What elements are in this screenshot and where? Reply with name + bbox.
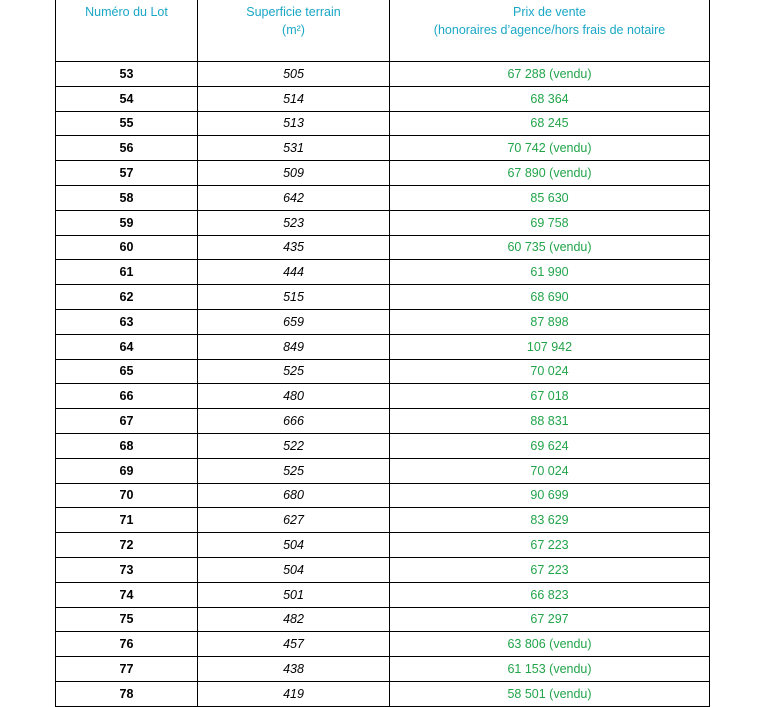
lot-number-cell: 66 <box>56 384 198 409</box>
surface-cell: 444 <box>198 260 390 285</box>
lot-number-cell: 71 <box>56 508 198 533</box>
lot-number-cell: 73 <box>56 557 198 582</box>
price-cell: 67 297 <box>390 607 710 632</box>
table-row <box>56 458 710 483</box>
header-lot-number: Numéro du Lot <box>56 0 198 62</box>
header-surface: Superficie terrain (m²) <box>198 0 390 62</box>
table-row <box>56 136 710 161</box>
price-cell: 70 742 (vendu) <box>390 136 710 161</box>
price-cell: 70 024 <box>390 359 710 384</box>
lot-number-cell: 78 <box>56 681 198 706</box>
surface-cell: 513 <box>198 111 390 136</box>
lot-number-cell: 69 <box>56 458 198 483</box>
table-row <box>56 433 710 458</box>
lot-number-cell: 72 <box>56 533 198 558</box>
surface-cell: 525 <box>198 359 390 384</box>
surface-cell: 505 <box>198 62 390 87</box>
lot-number-cell: 76 <box>56 632 198 657</box>
lot-number-cell: 75 <box>56 607 198 632</box>
table-row <box>56 359 710 384</box>
lot-number-cell: 77 <box>56 657 198 682</box>
surface-cell: 438 <box>198 657 390 682</box>
price-cell: 107 942 <box>390 334 710 359</box>
surface-cell: 504 <box>198 557 390 582</box>
surface-cell: 504 <box>198 533 390 558</box>
lot-number-cell: 65 <box>56 359 198 384</box>
price-cell: 90 699 <box>390 483 710 508</box>
price-cell: 68 364 <box>390 86 710 111</box>
lot-number-cell: 54 <box>56 86 198 111</box>
surface-cell: 666 <box>198 409 390 434</box>
price-cell: 68 245 <box>390 111 710 136</box>
surface-cell: 514 <box>198 86 390 111</box>
price-cell: 70 024 <box>390 458 710 483</box>
surface-cell: 419 <box>198 681 390 706</box>
header-price: Prix de vente (honoraires d’agence/hors frais de notaire <box>390 0 710 62</box>
surface-cell: 523 <box>198 210 390 235</box>
price-cell: 68 690 <box>390 285 710 310</box>
surface-cell: 480 <box>198 384 390 409</box>
price-cell: 63 806 (vendu) <box>390 632 710 657</box>
price-cell: 58 501 (vendu) <box>390 681 710 706</box>
table-row <box>56 508 710 533</box>
table-header-row <box>56 0 710 62</box>
surface-cell: 627 <box>198 508 390 533</box>
price-cell: 60 735 (vendu) <box>390 235 710 260</box>
table-body <box>56 62 710 707</box>
price-cell: 66 823 <box>390 582 710 607</box>
lot-number-cell: 60 <box>56 235 198 260</box>
lot-number-cell: 68 <box>56 433 198 458</box>
table-row <box>56 607 710 632</box>
table-row <box>56 86 710 111</box>
lot-number-cell: 67 <box>56 409 198 434</box>
surface-cell: 522 <box>198 433 390 458</box>
table-row <box>56 384 710 409</box>
lot-number-cell: 61 <box>56 260 198 285</box>
table-row <box>56 235 710 260</box>
lot-number-cell: 56 <box>56 136 198 161</box>
table-row <box>56 582 710 607</box>
table-row <box>56 483 710 508</box>
table-row <box>56 632 710 657</box>
table-row <box>56 309 710 334</box>
price-cell: 69 758 <box>390 210 710 235</box>
table-row <box>56 111 710 136</box>
table-row <box>56 533 710 558</box>
table-row <box>56 161 710 186</box>
lot-number-cell: 57 <box>56 161 198 186</box>
lot-number-cell: 53 <box>56 62 198 87</box>
price-cell: 67 890 (vendu) <box>390 161 710 186</box>
price-cell: 85 630 <box>390 185 710 210</box>
price-cell: 69 624 <box>390 433 710 458</box>
surface-cell: 659 <box>198 309 390 334</box>
surface-cell: 482 <box>198 607 390 632</box>
surface-cell: 457 <box>198 632 390 657</box>
surface-cell: 849 <box>198 334 390 359</box>
price-cell: 87 898 <box>390 309 710 334</box>
table-row <box>56 185 710 210</box>
surface-cell: 531 <box>198 136 390 161</box>
table-row <box>56 260 710 285</box>
price-cell: 61 153 (vendu) <box>390 657 710 682</box>
table-row <box>56 62 710 87</box>
surface-cell: 509 <box>198 161 390 186</box>
table-row <box>56 557 710 582</box>
lot-number-cell: 63 <box>56 309 198 334</box>
lot-number-cell: 62 <box>56 285 198 310</box>
surface-cell: 642 <box>198 185 390 210</box>
surface-cell: 515 <box>198 285 390 310</box>
table-row <box>56 657 710 682</box>
surface-cell: 435 <box>198 235 390 260</box>
lot-number-cell: 74 <box>56 582 198 607</box>
lot-number-cell: 70 <box>56 483 198 508</box>
price-cell: 67 223 <box>390 557 710 582</box>
lot-number-cell: 55 <box>56 111 198 136</box>
lot-number-cell: 58 <box>56 185 198 210</box>
table-row <box>56 409 710 434</box>
lot-number-cell: 64 <box>56 334 198 359</box>
price-cell: 61 990 <box>390 260 710 285</box>
table-row <box>56 334 710 359</box>
lot-number-cell: 59 <box>56 210 198 235</box>
table-row <box>56 285 710 310</box>
price-cell: 67 018 <box>390 384 710 409</box>
price-cell: 83 629 <box>390 508 710 533</box>
lots-price-table <box>55 0 710 707</box>
price-cell: 67 223 <box>390 533 710 558</box>
surface-cell: 501 <box>198 582 390 607</box>
price-cell: 67 288 (vendu) <box>390 62 710 87</box>
table-row <box>56 210 710 235</box>
price-cell: 88 831 <box>390 409 710 434</box>
surface-cell: 525 <box>198 458 390 483</box>
surface-cell: 680 <box>198 483 390 508</box>
